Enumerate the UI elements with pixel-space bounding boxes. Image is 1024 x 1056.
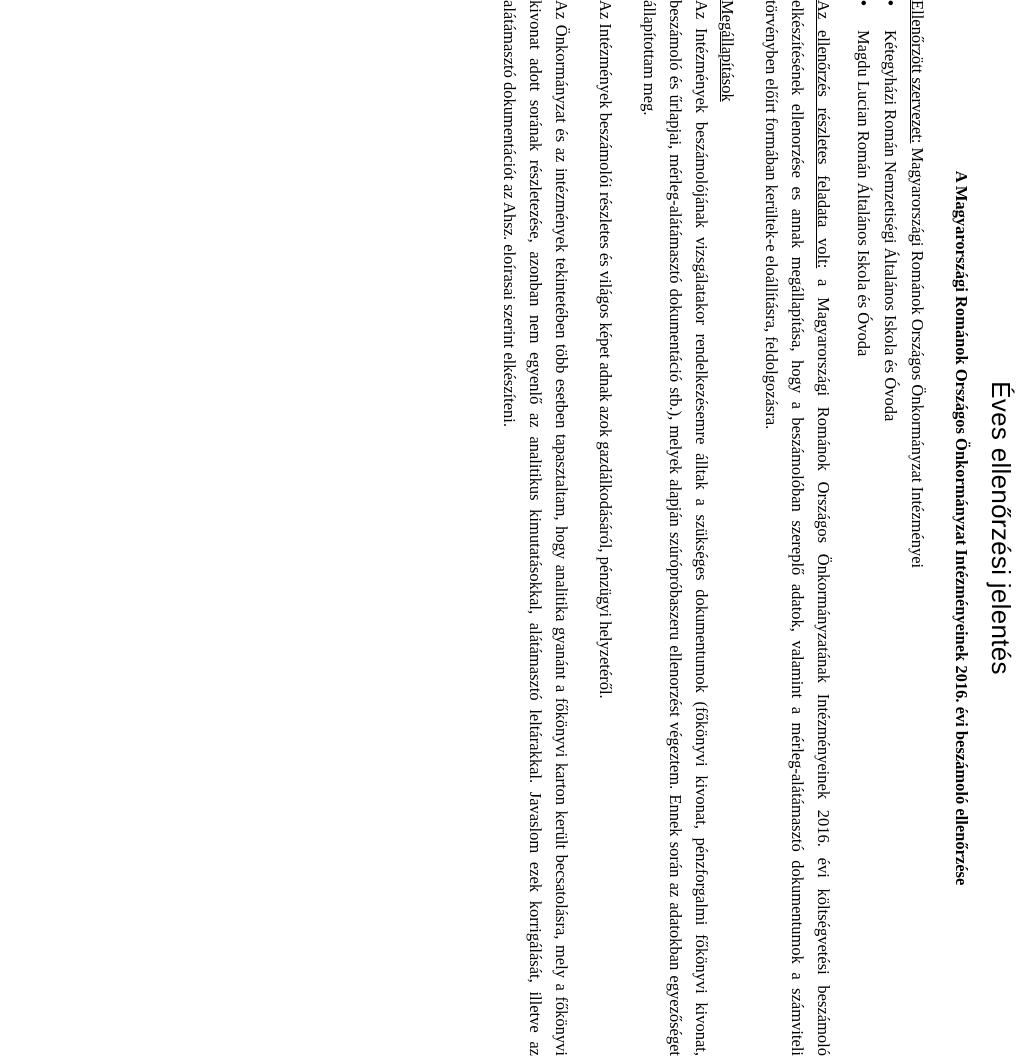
audited-org-list — [850, 0, 904, 1056]
task-label: Az ellenőrzés részletes feladata volt: — [814, 0, 833, 269]
spacer — [618, 0, 636, 1056]
document-subtitle: A Magyarországi Románok Országos Önkormányzat Intézményeinek 2016. évi beszámoló ellenőrzése — [952, 170, 971, 886]
bullet-icon: • — [881, 0, 900, 6]
audited-organization — [904, 0, 930, 1056]
audited-value: Magyarországi Románok Országos Önkormányzat Intézményei — [908, 143, 927, 569]
spacer — [740, 0, 758, 1056]
findings-paragraph-2: Az Intézmények beszámolói részletes és világos képet adnak azok gazdálkodásáról, pénzügyi helyzetéről. — [596, 0, 615, 699]
org-name: Magdu Lucian Román Általános Iskola és Óvoda — [854, 30, 873, 357]
findings-heading: Megállapítások — [718, 0, 737, 102]
spacer — [574, 0, 592, 1056]
list-item — [877, 0, 904, 1056]
org-name: Kétegyházi Román Nemzetiségi Általános Iskola és Óvoda — [881, 30, 900, 422]
list-item — [850, 0, 877, 1056]
findings-paragraph-3: Az Önkormányzat és az intézmények tekintetében több esetben tapasztaltam, hogy analitika gyanánt a főkönyvi karton került becsatolásra, mely a főkönyvi kivonat adott sorának részletezése, azonban nem egyenlő az analitikus kimutatásokkal, alátámasztó leltárakkal. Javaslom ezek korrigálását, illetve az alátámasztó dokumentációt az Ahsz. eloírasai szerint elkészíteni. — [500, 0, 571, 1056]
task-paragraph — [758, 0, 836, 1056]
bullet-icon: • — [854, 0, 873, 6]
audited-label: Ellenőrzött szervezet: — [908, 0, 927, 144]
task-text: a Magyarországi Románok Országos Önkormányzatának Intézményeinek 2016. évi költségvetési beszámoló elkészítésének ellenorzése es annak megállapítása, hogy a beszámolóban szereplő adatok, valamint a mérleg-alátámasztó dokumentumok a számviteli törvényben előírt formában kerültek-e eloállításra, feldolgozásra. — [762, 0, 833, 1056]
findings-paragraph-1: Az Intézmények beszámolójának vizsgálatakor rendelkezésemre álltak a szükséges dokumentumok (főkönyvi kivonat, pénzforgalmi főkönyvi kivonat, beszámoló és űrlapjai, mérleg-alátámasztó dokumentáció stb.), melyek alapján szúrópróbaszeru ellenorzést végeztem. Ennek során az adatokban egyezőséget állapítottam meg. — [640, 0, 711, 1056]
page-title: Éves ellenőrzési jelentés — [986, 381, 1016, 675]
